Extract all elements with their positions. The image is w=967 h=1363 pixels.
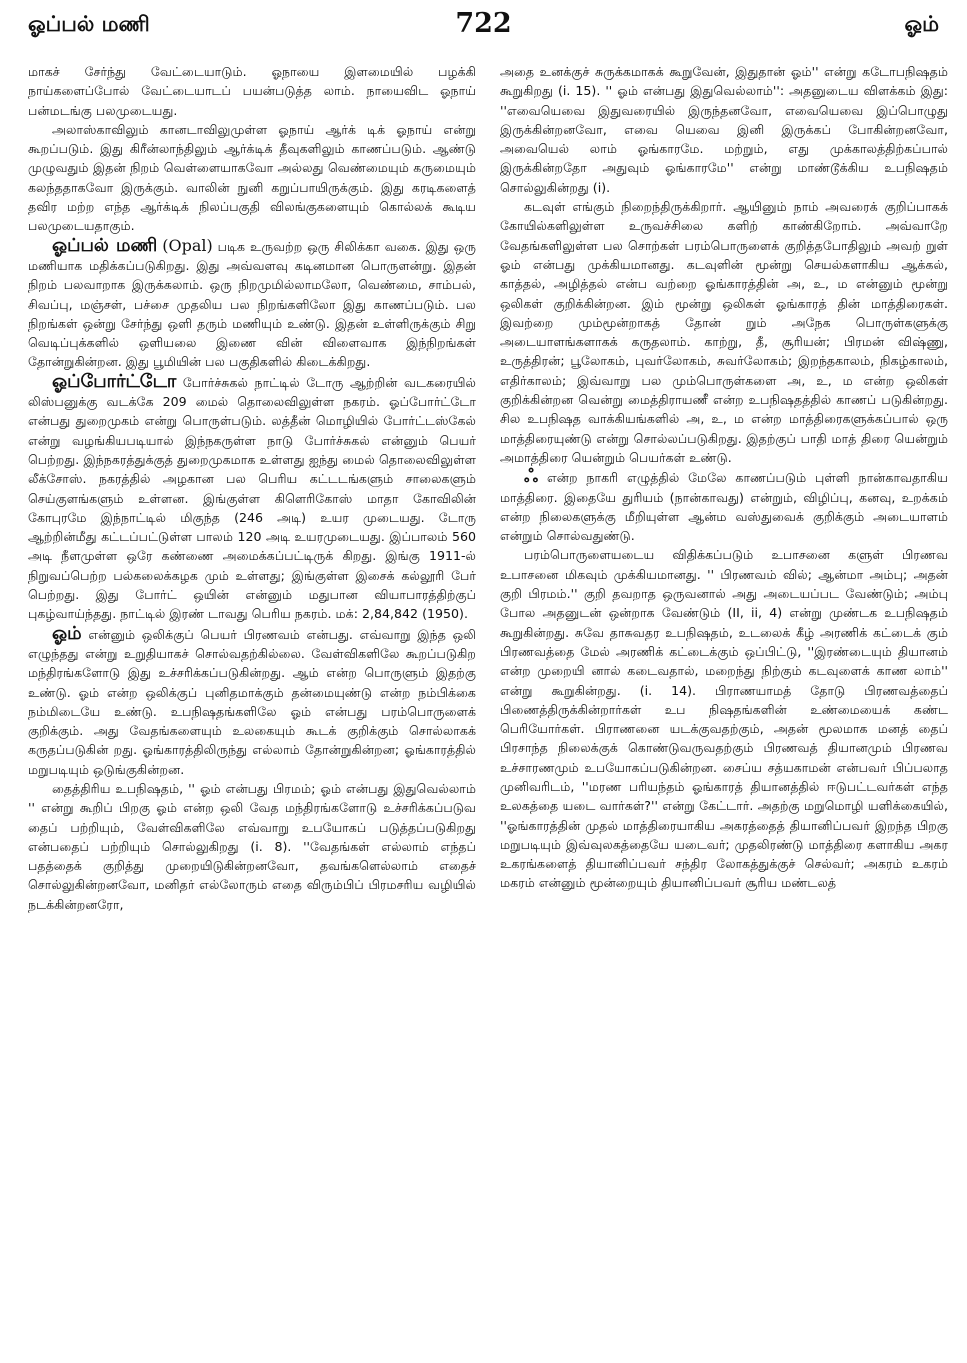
wolf-paragraph-continued: மாகச் சேர்ந்து வேட்டையாடும். ஓநாயை இளமையில் பழக்கி நாய்களைப்போல் வேட்டையாடப் பயன்படுத்த லாம். நாயைவிட ஓநாய் பன்மடங்கு பலமுடையது. (28, 64, 476, 118)
om-paragraph-5 (500, 467, 948, 545)
om-paragraph-2: தைத்திரிய உபநிஷதம், '' ஓம் என்பது பிரமம்; ஓம் என்பது இதுவெல்லாம் '' என்று கூறிப் பிறகு ஓம் என்ற ஒலி வேத மந்திரங்களோடு உச்சரிக்கப்படுவ தைப் பற்றியும், வேள்விகளிலே எவ்வாறு உபயோகப் படுத்தப்படுகிறது என்பதைப் பற்றியும் சொல்லுகிறது (i. 8). ''வேதங்கள் எல்லாம் எந்தப் பதத்தைக் குறித்து முறையிடுகின்றனவோ, தவங்களெல்லாம் எதைச் சொல்லுகின்றனவோ, மனிதர் எல்லோரும் எதை விரும்பிப் பிரமசரிய வழியில் நடக்கின்றனரோ, (28, 780, 476, 912)
oporto-entry (28, 372, 476, 624)
nagari-symbol: ஃ (524, 466, 539, 488)
arctic-wolf-paragraph: அலாஸ்காவிலும் கானடாவிலுமுள்ள ஓநாய் ஆர்க் டிக் ஓநாய் என்று கூறப்படும். இது கிரீன்லாந்திலும் ஆர்க்டிக் தீவுகளிலும் காணப்படும். ஆண்டு முழுவதும் இதன் நிறம் வெள்ளையாகவோ அல்லது வெண்மையும் கருமையும் கலந்ததாகவோ இருக்கும். வாலின் நுனி கறுப்பாயிருக்கும். இது கரடிகளைத் தவிர மற்ற எந்த ஆர்க்டிக் நிலப்பகுதி விலங்குகளையும் கொல்லக் கூடிய பலமுடையதாகும். (28, 121, 476, 234)
opal-english: (Opal) (162, 235, 213, 255)
page-header (28, 8, 939, 48)
om-entry (28, 624, 476, 779)
oporto-body: போர்ச்சுகல் நாட்டில் டோரு ஆற்றின் வடகரையில் லிஸ்பனுக்கு வடக்கே 209 மைல் தொலைவிலுள்ள நகரம். ஓப்போர்ட்டோ என்பது துறைமுகம் என்று பொருள்படும். லத்தீன் மொழியில் போர்ட்டஸ்கேல் என்று வழங்கியபடியால் இந்நகருள்ள நாடு போர்ச்சுகல் என்னும் பெயர் பெற்றது. இந்நகரத்துக்குத் துறைமுகமாக உள்ளது ஐந்து மைல் தொலைவிலுள்ள லீக்சோஸ். நகரத்தில் அழகான பல பெரிய கட்டடங்களும் சாலைகளும் செய்குளங்களும் உள்ளன. இங்குள்ள கிளெரிகோஸ் மாதா கோவிலின் கோபுரமே இந்நாட்டில் மிகுந்த (246 அடி) உயர முடையது. டோரு ஆற்றின்மீது கட்டப்பட்டுள்ள பாலம் 120 அடி உயரமுடையது. இப்பாலம் 560 அடி நீளமுள்ள ஒரே கண்ணை அமைக்கப்பட்டிருக் கிறது. இங்கு 1911-ல் நிறுவப்பெற்ற பல்கலைக்கழக மும் உள்ளது; இங்குள்ள இசைக் கல்லூரி பேர் பெற்றது. இது போர்ட் ஒயின் என்னும் மதுபான வியாபாரத்திற்குப் புகழ்வாய்ந்தது. நாட்டில் இரண் டாவது பெரிய நகரம். மக்: 2,84,842 (1950). (28, 374, 476, 622)
om-paragraph-4: கடவுள் எங்கும் நிறைந்திருக்கிறார். ஆயினும் நாம் அவரைக் குறிப்பாகக் கோயில்களிலுள்ள உருவச்சிலை களிற் காண்கிறோம். அவ்வாறே வேதங்களிலுள்ள பல சொற்கள் பரம்பொருளைக் குறித்தபோதிலும் அவற் றுள் ஓம் என்பது முக்கியமானது. கடவுளின் மூன்று செயல்களாகிய ஆக்கல், காத்தல், அழித்தல் என்ப வற்றை ஓங்காரத்தின் அ, உ, ம என்னும் மூன்று ஒலிகள் குறிக்கின்றன. இம் மூன்று ஒலிகள் ஓங்காரத் தின் மாத்திரைகள். இவற்றை மும்மூன்றாகத் தோன் றும் அநேக பொருள்களுக்கு அடையாளங்களாகக் கருதலாம். காற்று, தீ, சூரியன்; பிரமன் விஷ்ணு, உருத்திரன்; பூலோகம், புவர்லோகம், சுவர்லோகம்; இறந்தகாலம், நிகழ்காலம், எதிர்காலம்; இவ்வாறு பல மும்பொருள்களை அ, உ, ம என்ற ஒலிகள் குறிக்கின்றன வென்று மைத்திராயணீ என்ற உபநிஷதத்தில் காணப் படுகின்றது. சில உபநிஷத வாக்கியங்களில் அ, உ, ம என்ற மாத்திரைகளுக்கப்பால் ஒரு மாத்திரையுண்டு என்று சொல்லப்படுகிறது. இதற்குப் பாதி மாத் திரை யென்றும் அமாத்திரை யென்றும் பெயர்கள் உண்டு. (500, 199, 948, 465)
running-head-right: ஓம் (904, 12, 939, 36)
om-paragraph-5-body: என்ற நாகரி எழுத்தில் மேலே காணப்படும் புள்ளி நான்காவதாகிய மாத்திரை. இதையே துரியம் (நான்காவது) என்றும், விழிப்பு, கனவு, உறக்கம் என்ற நிலைகளுக்கு மீறியுள்ள ஆன்ம வஸ்துவைக் குறிக்கும் அடையாளம் என்றும் சொல்வதுண்டு. (500, 470, 948, 544)
om-paragraph-3: அதை உனக்குச் சுருக்கமாகக் கூறுவேன், இதுதான் ஓம்'' என்று கடோபநிஷதம் கூறுகிறது (i. 15). '' ஓம் என்பது இதுவெல்லாம்'': அதனுடைய விளக்கம் இது: ''எவையெவை இதுவரையில் இருந்தனவோ, எவையெவை இப்பொழுது இருக்கின்றனவோ, எவை யெவை இனி இருக்கப் போகின்றனவோ, அவையெல் லாம் ஓங்காரமே. மற்றும், எது முக்காலத்திற்கப்பால் இருக்கின்றதோ அதுவும் ஓங்காரமே'' என்று மாண்டூக்கிய உபநிஷதம் சொல்லுகின்றது (i). (500, 64, 948, 195)
right-column (500, 62, 948, 1357)
running-head-left: ஓப்பல் மணி (28, 12, 150, 36)
left-column (28, 62, 476, 1357)
om-headword: ஓம் (52, 622, 82, 644)
om-body: என்னும் ஒலிக்குப் பெயர் பிரணவம் என்பது. எவ்வாறு இந்த ஒலி எழுந்தது என்று உறுதியாகச் சொல்வதற்கில்லை. வேள்விகளிலே கூறப்படுகிற மந்திரங்களோடு இது உச்சரிக்கப்படுகின்றது. ஆம் என்ற பொருளும் இதற்கு உண்டு. ஓம் என்ற ஒலிக்குப் புனிதமாக்கும் தன்மையுண்டு என்ற நம்பிக்கை நம்மிடையே உண்டு. உபநிஷதங்களிலே ஓம் என்பது பரம்பொருளைக் குறிக்கும். அது வேதங்களையும் உலகையும் கூடக் குறிக்கும் சொல்லாகக் கருதப்படுகின் றது. ஓங்காரத்திலிருந்து எல்லாம் தோன்றுகின்றன; ஓங்காரத்தில் மறுபடியும் ஒடுங்குகின்றன. (28, 626, 476, 777)
oporto-headword: ஓப்போர்ட்டோ (52, 370, 177, 392)
opal-entry (28, 236, 476, 372)
page-number: 722 (455, 8, 512, 39)
opal-body: படிக உருவற்ற ஒரு சிலிக்கா வகை. இது ஒரு மணியாக மதிக்கப்படுகிறது. இது அவ்வளவு கடினமான பொருளன்று. இதன் நிறம் பலவாறாக இருக்கலாம். ஒரு நிறமுமில்லாமலோ, வெண்மை, சாம்பல், சிவப்பு, மஞ்சள், பச்சை முதலிய பல நிறங்களிலோ இது காணப்படும். பல நிறங்கள் ஒன்று சேர்ந்து ஒளி தரும் மணியும் உண்டு. இதன் உள்ளிருக்கும் சிறு வெடிப்புக்களில் ஒளியலை இணை வின் விளைவாக இந்நிறங்கள் தோன்றுகின்றன. இது பூமியின் பல பகுதிகளில் கிடைக்கிறது. (28, 238, 476, 370)
om-paragraph-6: பரம்பொருளையடைய விதிக்கப்படும் உபாசனை களுள் பிரணவ உபாசனை மிகவும் முக்கியமானது. '' பிரணவம் வில்; ஆன்மா அம்பு; அதன் குறி பிரமம்.'' குறி தவறாத ஒருவனால் அது அடையப்பட வேண்டும்; அம்பு போல அதனுடன் ஒன்றாக வேண்டும் (II, ii, 4) என்று முண்டக உபநிஷதம் கூறுகின்றது. சுவே தாசுவதர உபநிஷதம், உடலைக் கீழ் அரணிக் கட்டைக் கும் பிரணவத்தை மேல் அரணிக் கட்டைக்கும் ஒப்பிட்டு, ''இரண்டையும் தியானம் என்ற முறையி னால் கடைவதால், மறைந்து நிற்கும் கடவுளைக் காண லாம்'' என்று கூறுகின்றது. (i. 14). பிராணயாமத் தோடு பிரணவத்தைப் பிணைத்திருக்கின்றார்கள் உப நிஷதங்களின் உண்மையைக் கண்ட பெரியோர்கள். பிராணனை யடக்குவதற்கும், அதன் மூலமாக மனத் தைப் பிரசாந்த நிலைக்குக் கொண்டுவருவதற்கும் பிரணவத் தியானமும் பிரணவ உச்சாரணமும் உபயோகப்படுகின்றன. சைப்ய சத்யகாமன் என்பவர் பிப்பலாத முனிவரிடம், ''மரண பரியந்தம் ஓங்காரத் தியானத்தில் ஈடுபட்டவர்கள் எந்த உலகத்தை யடை வார்கள்?'' என்று கேட்டார். அதற்கு மறுமொழி யளிக்கையில், ''ஓங்காரத்தின் முதல் மாத்திரையாகிய அகரத்தைத் தியானிப்பவர் இறந்த பிறகு மறுபடியும் இவ்வுலகத்தையே யடைவர்; முதலிரண்டு மாத்திரை களாகிய அகர உகரங்களைத் தியானிப்பவர் சந்திர லோகத்துக்குச் செல்வர்; அகரம் உகரம் மகரம் என்னும் மூன்றையும் தியானிப்பவர் சூரிய மண்டலத் (500, 547, 948, 891)
opal-headword: ஓப்பல் மணி (52, 234, 158, 256)
